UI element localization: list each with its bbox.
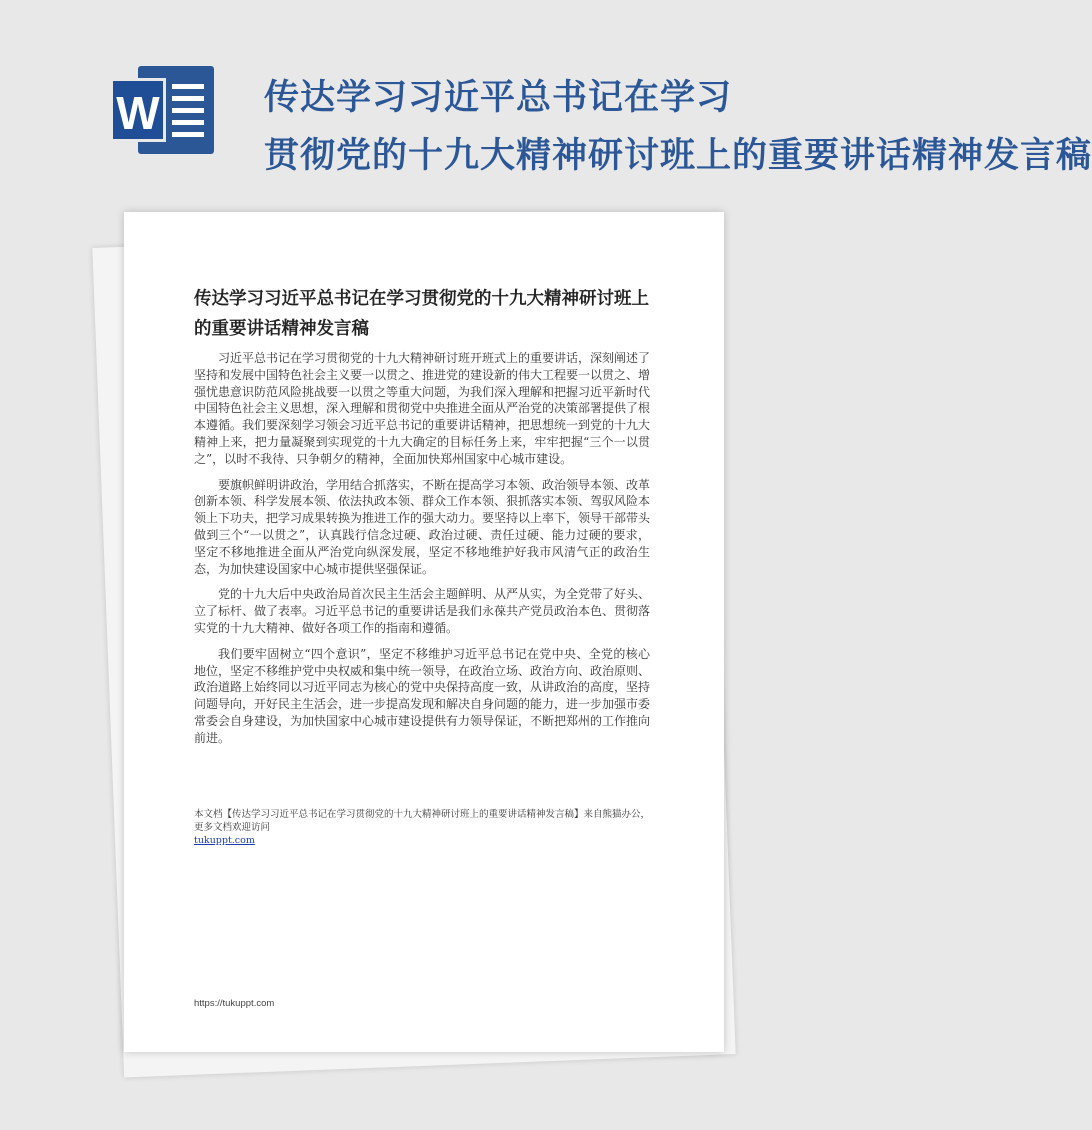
banner <box>0 0 1092 200</box>
paragraph: 党的十九大后中央政治局首次民主生活会主题鲜明、从严从实，为全党带了好头、立了标杆、做了表率。习近平总书记的重要讲话是我们永葆共产党员政治本色、贯彻落实党的十九大精神、做好各项工作的指南和遵循。 <box>194 587 651 635</box>
word-icon-letter: W <box>110 78 166 142</box>
footer-link[interactable]: tukuppt.com <box>194 835 255 846</box>
footer-note-text: 本文档【传达学习习近平总书记在学习贯彻党的十九大精神研讨班上的重要讲话精神发言稿】来自熊猫办公，更多文档欢迎访问 <box>194 809 651 833</box>
banner-title-line2: 贯彻党的十九大精神研讨班上的重要讲话精神发言稿 <box>264 136 1092 176</box>
bottom-url[interactable]: https://tukuppt.com <box>194 998 275 1009</box>
paragraph: 要旗帜鲜明讲政治，学用结合抓落实，不断在提高学习本领、政治领导本领、改革创新本领、科学发展本领、依法执政本领、群众工作本领、狠抓落实本领、驾驭风险本领上下功夫，把学习成果转换为推进工作的强大动力。要坚持以上率下，领导干部带头做到三个“一以贯之”，认真践行信念过硬、政治过硬、责任过硬、能力过硬的要求，坚定不移地推进全面从严治党向纵深发展，坚定不移地维护好我市风清气正的政治生态，为加快建设国家中心城市提供坚强保证。 <box>194 477 651 576</box>
footer-note <box>194 808 654 847</box>
document-body <box>194 350 650 756</box>
banner-title-line1: 传达学习习近平总书记在学习 <box>264 78 733 118</box>
document-title: 传达学习习近平总书记在学习贯彻党的十九大精神研讨班上的重要讲话精神发言稿 <box>194 289 649 339</box>
document-page <box>124 212 724 1052</box>
paragraph: 习近平总书记在学习贯彻党的十九大精神研讨班开班式上的重要讲话，深刻阐述了坚持和发展中国特色社会主义要一以贯之、推进党的建设新的伟大工程要一以贯之、增强忧患意识防范风险挑战要一以贯之等重大问题，为我们深入理解和把握习近平新时代中国特色社会主义思想，深入理解和贯彻党中央推进全面从严治党的决策部署提供了根本遵循。我们要深刻学习领会习近平总书记的重要讲话精神，把思想统一到党的十九大精神上来，把力量凝聚到实现党的十九大确定的目标任务上来，牢牢把握“三个一以贯之”，以时不我待、只争朝夕的精神，全面加快郑州国家中心城市建设。 <box>194 351 651 466</box>
word-icon <box>110 60 214 160</box>
paragraph: 我们要牢固树立“四个意识”，坚定不移维护习近平总书记在党中央、全党的核心地位，坚定不移维护党中央权威和集中统一领导，在政治立场、政治方向、政治原则、政治道路上始终同以习近平同志为核心的党中央保持高度一致，从讲政治的高度，坚持问题导向，开好民主生活会，进一步提高发现和解决自身问题的能力，进一步加强市委常委会自身建设，为加快国家中心城市建设提供有力领导保证，不断把郑州的工作推向前进。 <box>194 646 651 745</box>
